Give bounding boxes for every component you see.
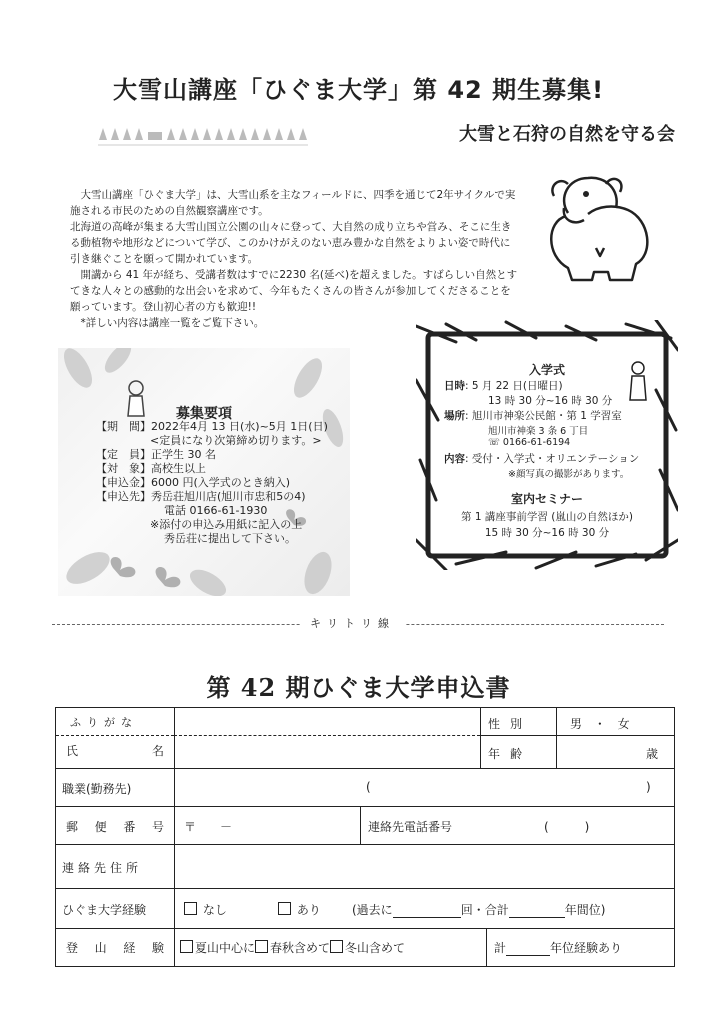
age-label: 年齢 bbox=[488, 747, 533, 761]
occupation-field[interactable] bbox=[378, 772, 640, 802]
intro-text bbox=[70, 187, 520, 331]
row-divider bbox=[56, 928, 674, 929]
recruitment-target: 【対 象】高校生以上 bbox=[96, 462, 206, 475]
experience-yes-label: あり bbox=[296, 903, 321, 917]
seminar-time: 15 時 30 分~16 時 30 分 bbox=[484, 527, 610, 539]
row-divider bbox=[56, 888, 674, 889]
entrance-place-label: 場所 bbox=[444, 410, 465, 422]
postal-field[interactable]: 〒 － bbox=[184, 820, 233, 834]
row-divider bbox=[56, 844, 674, 845]
summer-checkbox[interactable] bbox=[180, 940, 193, 953]
experience-none-label: なし bbox=[202, 903, 227, 917]
recruitment-apply-to: 【申込先】秀岳荘旭川店(旭川市忠和5の4) bbox=[96, 490, 306, 503]
entrance-tel-number: 0166-61-6194 bbox=[502, 437, 571, 448]
recruitment-period-note: <定員になり次第締め切ります。> bbox=[150, 434, 322, 447]
phone-icon: ☏ bbox=[488, 437, 503, 448]
seminar-title: 第 1 講座事前学習 (嵐山の自然ほか) bbox=[461, 511, 633, 523]
furigana-field[interactable] bbox=[176, 710, 478, 734]
bear-illustration bbox=[528, 168, 668, 288]
entrance-address: 旭川市神楽 3 条 6 丁目 bbox=[488, 426, 589, 437]
cut-line-label: キリトリ線 bbox=[300, 615, 405, 631]
furigana-label: ふりがな bbox=[70, 716, 138, 729]
climbing-total-label: 計 bbox=[494, 941, 507, 955]
experience-times-field[interactable] bbox=[393, 903, 461, 918]
seminar-heading: 室内セミナー bbox=[510, 492, 583, 506]
age-unit: 歳 bbox=[646, 747, 659, 761]
gender-divider bbox=[480, 735, 674, 736]
recruitment-section bbox=[58, 348, 350, 596]
experience-label: ひぐま大学経験 bbox=[62, 903, 147, 917]
autumn-checkbox[interactable] bbox=[255, 940, 268, 953]
entrance-date: : 5 月 22 日(日曜日) bbox=[465, 380, 563, 392]
experience-past-label: (過去に bbox=[352, 903, 393, 917]
occupation-paren-close: ) bbox=[646, 780, 651, 794]
tree-row-decoration bbox=[98, 128, 308, 148]
gender-label: 性別 bbox=[488, 717, 533, 731]
intro-paragraph: 大雪山講座「ひぐま大学」は、大雪山系を主なフィールドに、四季を通じて2年サイクルで実施される市民のための自然観察講座です。 bbox=[70, 189, 516, 217]
intro-paragraph: 北海道の高峰が集まる大雪山国立公園の山々に登って、大自然の成り立ちや営み、そこに生きる動植物や地形などについて学び、このかけがえのない恵み豊かな自然をよりよい姿で時代に引き継ぐことを願って開かれています。 bbox=[70, 221, 512, 265]
recruitment-fee: 【申込金】6000 円(入学式のとき納入) bbox=[96, 476, 291, 489]
occupation-label: 職業(勤務先) bbox=[62, 782, 132, 796]
climbing-years-label: 年位経験あり bbox=[550, 941, 623, 955]
occupation-paren-open: ( bbox=[366, 780, 371, 794]
furigana-divider bbox=[56, 735, 174, 736]
address-field[interactable] bbox=[176, 848, 666, 884]
column-divider bbox=[480, 708, 481, 768]
name-field[interactable] bbox=[176, 736, 478, 767]
climbing-years-field[interactable] bbox=[506, 941, 550, 956]
recruitment-note: ※添付の申込み用紙に記入の上 bbox=[150, 518, 303, 531]
row-divider bbox=[56, 806, 674, 807]
experience-yes-checkbox[interactable] bbox=[278, 902, 291, 915]
page-title: 大雪山講座「ひぐま大学」第 42 期生募集! bbox=[112, 76, 605, 104]
entrance-date-label: 日時 bbox=[444, 380, 465, 392]
column-divider bbox=[556, 708, 557, 768]
recruitment-capacity: 【定 員】正学生 30 名 bbox=[96, 448, 216, 461]
label-column-divider bbox=[174, 708, 175, 966]
recruitment-period: 【期 間】2022年4月 13 日(水)~5月 1日(日) bbox=[96, 420, 328, 433]
summer-label: 夏山中心に bbox=[195, 941, 256, 955]
contact-phone-field[interactable]: ( ) bbox=[544, 820, 590, 834]
entrance-place: : 旭川市神楽公民館・第 1 学習室 bbox=[465, 410, 622, 422]
intro-paragraph: 開講から 41 年が経ち、受講者数はすでに2230 名(延べ)を超えました。すばらしい自然とすてきな人々との感動的な出会いを求めて、今年もたくさんの皆さんが参加してくださることを願っています。登山初心者の方も歓迎!! bbox=[70, 269, 518, 313]
entrance-content-label: 内容 bbox=[444, 453, 465, 465]
column-divider bbox=[360, 806, 361, 844]
age-field[interactable] bbox=[558, 738, 658, 766]
recruitment-phone: 電話 0166-61-1930 bbox=[164, 504, 268, 517]
experience-times-label: 回・合計 bbox=[460, 903, 509, 917]
recruitment-heading: 募集要項 bbox=[176, 406, 232, 422]
winter-label: 冬山含めて bbox=[345, 941, 406, 955]
intro-note: *詳しい内容は講座一覧をご覧下さい。 bbox=[80, 317, 265, 329]
entrance-content: : 受付・入学式・オリエンテーション bbox=[465, 453, 640, 465]
gender-options[interactable]: 男 ・ 女 bbox=[570, 717, 634, 731]
recruitment-note: 秀岳荘に提出して下さい。 bbox=[164, 532, 296, 545]
contact-phone-label: 連絡先電話番号 bbox=[368, 820, 453, 834]
entrance-tel bbox=[488, 437, 570, 448]
entrance-heading: 入学式 bbox=[528, 363, 565, 377]
experience-years-field[interactable] bbox=[509, 903, 565, 918]
form-title: 第 42 期ひぐま大学申込書 bbox=[206, 673, 511, 702]
winter-checkbox[interactable] bbox=[330, 940, 343, 953]
entrance-content-note: ※顔写真の撮影があります。 bbox=[508, 469, 630, 480]
organization-name: 大雪と石狩の自然を守る会 bbox=[459, 124, 675, 145]
autumn-label: 春秋含めて bbox=[270, 941, 331, 955]
name-label: 氏 名 bbox=[66, 744, 164, 758]
postal-label: 郵便番号 bbox=[66, 820, 164, 834]
climbing-label: 登山経験 bbox=[66, 941, 164, 955]
column-divider bbox=[486, 928, 487, 966]
experience-none-checkbox[interactable] bbox=[184, 902, 197, 915]
entrance-time: 13 時 30 分~16 時 30 分 bbox=[488, 395, 613, 407]
experience-years-label: 年間位) bbox=[564, 903, 606, 917]
row-divider bbox=[56, 768, 674, 769]
address-label: 連絡先住所 bbox=[62, 861, 143, 875]
application-form bbox=[55, 707, 675, 967]
